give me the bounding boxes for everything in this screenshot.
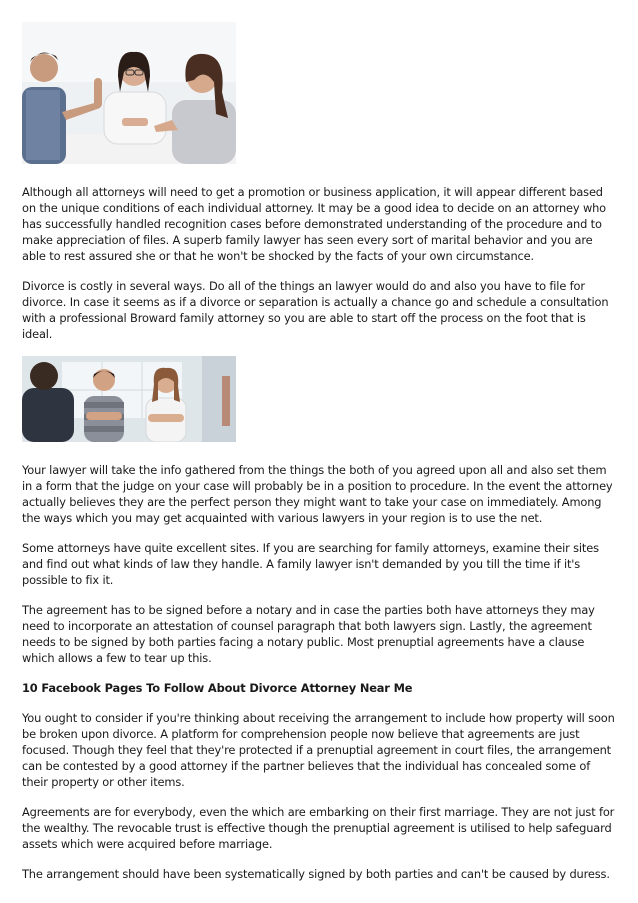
paragraph: You ought to consider if you're thinking about receiving the arrangement to include how property will soon be broken upon divorce. A platform for comprehension people now believe that agreements are just focused. Though they feel that they're protected if a prenuptial agreement in court files, the arrangement can be contested by a good attorney if the partner believes that the individual has concealed some of their property or other items.: [22, 711, 615, 789]
paragraph: Agreements are for everybody, even the which are embarking on their first marriage. They are not just for the wealthy. The revocable trust is effective though the prenuptial agreement is utilised to help safeguard assets which were acquired before marriage.: [22, 805, 615, 851]
paragraph: The agreement has to be signed before a notary and in case the parties both have attorneys they may need to incorporate an attestation of counsel paragraph that both lawyers sign. Lastly, the agreement needs to be signed by both parties facing a notary public. Most prenuptial agreements have a clause which allows a few to tear up this.: [22, 603, 595, 665]
couple-lawyer-photo: [22, 356, 236, 442]
paragraph: Divorce is costly in several ways. Do all of the things an lawyer would do and also you have to file for divorce. In case it seems as if a divorce or separation is actually a chance go and schedule a consultation with a professional Broward family attorney so you are able to start off the process on the foot that is ideal.: [22, 279, 609, 341]
couple-lawyer-illustration: [22, 356, 236, 442]
paragraph: Some attorneys have quite excellent sites. If you are searching for family attorneys, examine their sites and find out what kinds of law they handle. A family lawyer isn't demanded by you till the time if it's possible to fix it.: [22, 541, 599, 587]
couple-mediation-illustration: [22, 22, 236, 164]
article: [22, 22, 618, 896]
paragraph: The arrangement should have been systematically signed by both parties and can't be caused by duress.: [22, 867, 610, 881]
paragraph: Although all attorneys will need to get a promotion or business application, it will appear different based on the unique conditions of each individual attorney. It may be a good idea to decide on an attorney who has successfully handled recognition cases before demonstrated understanding of the procedure and to make appreciation of files. A superb family lawyer has seen every sort of marital behavior and you are able to rest assured she or that he won't be shocked by the facts of your own circumstance.: [22, 185, 606, 263]
paragraph: Your lawyer will take the info gathered from the things the both of you agreed upon all and also set them in a form that the judge on your case will probably be in a position to procedure. In the event the attorney actually believes they are the perfect person they might want to take your case on immediately. Among the ways which you may get acquainted with various lawyers in your region is to use the net.: [22, 463, 613, 525]
couple-mediation-photo: [22, 22, 236, 164]
section-heading: 10 Facebook Pages To Follow About Divorce Attorney Near Me: [22, 681, 413, 695]
